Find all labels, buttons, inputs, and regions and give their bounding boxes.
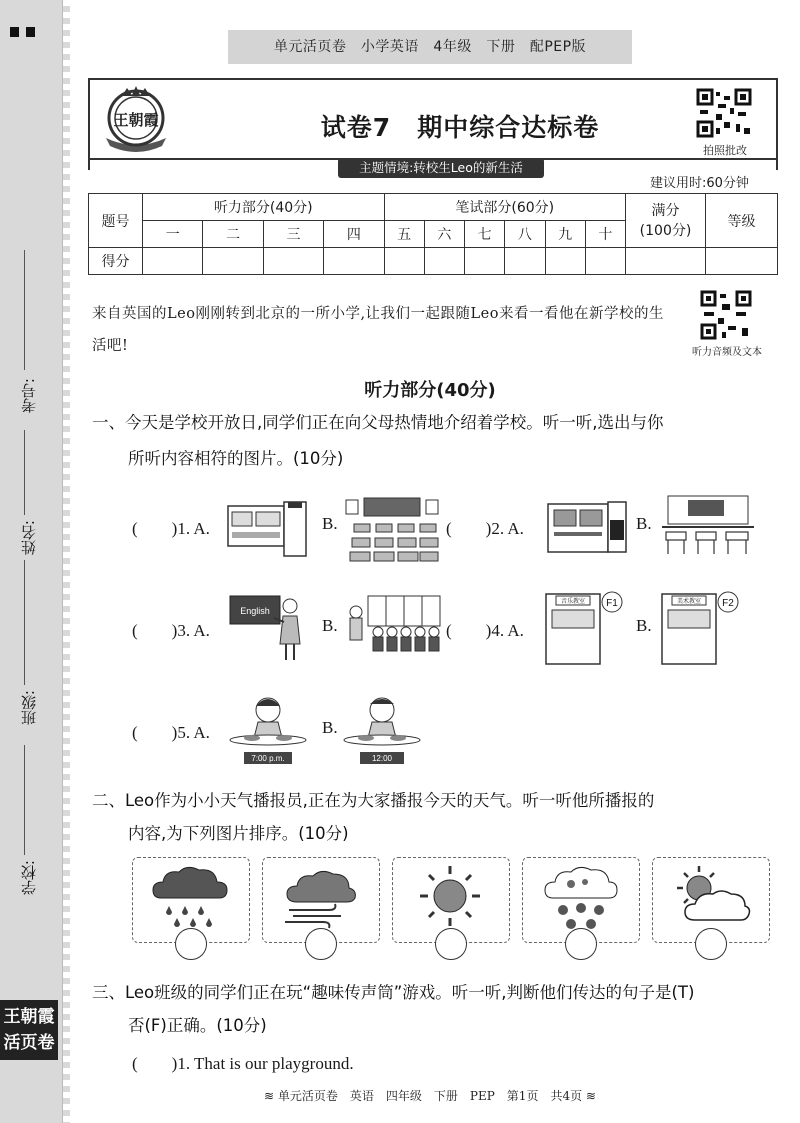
registration-marks: [10, 22, 42, 41]
q1-item3-label[interactable]: ( )3. A.: [132, 621, 210, 640]
score-cell-total[interactable]: [626, 248, 706, 275]
art-room-text: 美术教室: [676, 598, 702, 605]
music-room-sign-image: [544, 590, 624, 666]
exam-number-line: [24, 250, 25, 370]
score-label: 得分: [89, 248, 143, 275]
answer-circle-3[interactable]: [435, 928, 467, 960]
exam-title: 试卷7 期中综合达标卷: [320, 113, 600, 142]
floor-f2-text: F2: [722, 598, 734, 609]
full-score-value: (100分): [639, 222, 692, 239]
number-9: 九: [545, 221, 585, 248]
number-1: 一: [143, 221, 203, 248]
score-cell-grade[interactable]: [706, 248, 778, 275]
q2-prompt-line2: 内容,为下列图片排序。(10分): [128, 824, 349, 843]
q1-item5-label[interactable]: ( )5. A.: [132, 723, 210, 742]
classroom-desks-image: [344, 494, 440, 562]
lunch-time-image: [340, 690, 424, 766]
number-4: 四: [324, 221, 384, 248]
art-room-sign-image: [660, 590, 740, 666]
q1-item1-label[interactable]: ( )1. A.: [132, 519, 210, 538]
score-table: [88, 193, 778, 275]
time-b-text: 12:00: [371, 754, 393, 763]
audio-qr-icon[interactable]: [700, 290, 752, 340]
series-header: 单元活页卷 小学英语 4年级 下册 配PEP版: [228, 30, 632, 64]
class-line: [24, 560, 25, 685]
students-lineup-image: [344, 594, 442, 664]
answer-circle-1[interactable]: [175, 928, 207, 960]
q1-item4-label[interactable]: ( )4. A.: [446, 621, 524, 640]
number-5: 五: [384, 221, 424, 248]
q1-item2-label[interactable]: ( )2. A.: [446, 519, 524, 538]
score-cell-10[interactable]: [585, 248, 625, 275]
library-door-image: [226, 498, 316, 558]
q3-item1[interactable]: ( )1. That is our playground.: [132, 1054, 354, 1073]
score-cell-1[interactable]: [143, 248, 203, 275]
answer-circle-2[interactable]: [305, 928, 337, 960]
number-8: 八: [505, 221, 545, 248]
number-10: 十: [585, 221, 625, 248]
writing-header: 笔试部分(60分): [384, 194, 626, 221]
score-cell-7[interactable]: [465, 248, 505, 275]
name-line: [24, 430, 25, 515]
wavy-edge: [62, 0, 70, 1123]
score-cell-2[interactable]: [203, 248, 263, 275]
computer-room-image: [546, 498, 628, 554]
art-room-image: [658, 492, 758, 560]
suggested-time: 建议用时:60分钟: [650, 176, 749, 191]
floor-f1-text: F1: [606, 598, 618, 609]
svg-text:王朝霞: 王朝霞: [113, 111, 159, 129]
listening-section-title: 听力部分(40分): [364, 380, 496, 401]
brand-logo: 王朝霞活页卷: [0, 1000, 58, 1060]
score-cell-5[interactable]: [384, 248, 424, 275]
qr-label: 拍照批改: [703, 144, 747, 157]
dinner-time-image: [226, 690, 310, 766]
score-cell-4[interactable]: [324, 248, 384, 275]
intro-text: 来自英国的Leo刚刚转到北京的一所小学,让我们一起跟随Leo来看一看他在新学校的生活吧!: [92, 306, 664, 354]
music-room-text: 音乐教室: [560, 598, 586, 605]
score-cell-9[interactable]: [545, 248, 585, 275]
full-score-label: 满分: [651, 202, 680, 219]
q3-prompt-line2: 否(F)正确。(10分): [128, 1016, 267, 1035]
school-label: 学校:: [20, 860, 38, 896]
time-a-text: 7:00 p.m.: [251, 754, 285, 763]
qr-code-icon[interactable]: [696, 88, 752, 138]
number-2: 二: [203, 221, 263, 248]
page-footer: ≋ 单元活页卷 英语 四年级 下册 PEP 第1页 共4页 ≋: [264, 1089, 596, 1103]
q1-item3-option-b[interactable]: B.: [322, 616, 338, 635]
grade-label: 等级: [706, 194, 778, 248]
q2-prompt-line1: 二、Leo作为小小天气播报员,正在为大家播报今天的天气。听一听他所播报的: [92, 791, 655, 810]
binding-margin: [0, 0, 70, 1123]
q1-item4-option-b[interactable]: B.: [636, 616, 652, 635]
score-cell-8[interactable]: [505, 248, 545, 275]
answer-circle-5[interactable]: [695, 928, 727, 960]
number-3: 三: [263, 221, 323, 248]
class-label: 班级:: [20, 690, 38, 726]
name-label: 姓名:: [20, 520, 38, 556]
school-line: [24, 745, 25, 855]
number-7: 七: [465, 221, 505, 248]
q1-prompt-line1: 一、今天是学校开放日,同学们正在向父母热情地介绍着学校。听一听,选出与你: [92, 413, 664, 432]
answer-circle-4[interactable]: [565, 928, 597, 960]
score-cell-6[interactable]: [424, 248, 464, 275]
english-teacher-image: [228, 592, 306, 662]
brand-seal-icon: [96, 80, 176, 158]
listening-header: 听力部分(40分): [143, 194, 385, 221]
full-score-cell: [626, 194, 706, 248]
q1-item1-option-b[interactable]: B.: [322, 514, 338, 533]
number-6: 六: [424, 221, 464, 248]
exam-number-label: 考号:: [20, 378, 38, 414]
q1-prompt-line2: 所听内容相符的图片。(10分): [128, 449, 344, 468]
item-number-label: 题号: [89, 194, 143, 248]
theme-banner: 主题情境:转校生Leo的新生活: [338, 158, 544, 178]
q3-prompt-line1: 三、Leo班级的同学们正在玩“趣味传声筒”游戏。听一听,判断他们传达的句子是(T): [92, 983, 695, 1002]
q1-item5-option-b[interactable]: B.: [322, 718, 338, 737]
score-cell-3[interactable]: [263, 248, 323, 275]
q1-item2-option-b[interactable]: B.: [636, 514, 652, 533]
audio-qr-label: 听力音频及文本: [692, 347, 762, 358]
english-board-text: English: [240, 606, 270, 616]
